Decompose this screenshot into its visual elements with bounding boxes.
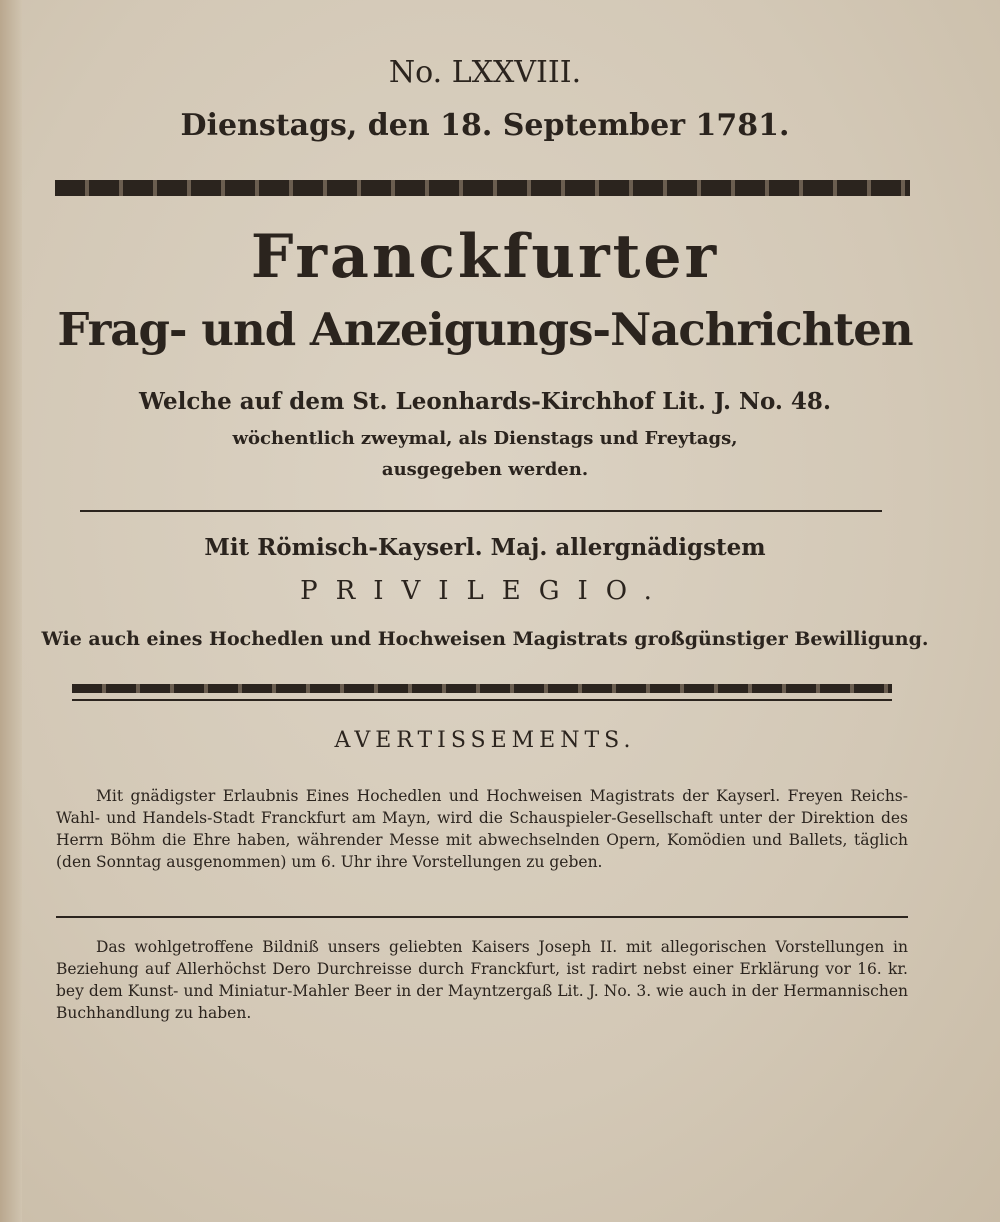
issue-number: No. LXXVIII. bbox=[388, 55, 582, 90]
masthead-frequency: wöchentlich zweymal, als Dienstags und Freytags, bbox=[232, 428, 738, 449]
double-rule bbox=[72, 684, 892, 693]
notice-text: Mit gnädigster Erlaubnis Eines Hochedlen und Hochweisen Magistrats der Kayserl. Freyen Reichs-Wahl- und Handels-Stadt Franckfurt am Mayn, wird die Schauspieler-Gesellschaft unter der Direktion des Herrn Böhm die Ehre haben, währender Messe mit abwechselnden Opern, Komödien und Ballets, täglich (den Sonntag ausgenommen) um 6. Uhr ihre Vorstellungen zu geben. bbox=[56, 787, 908, 871]
divider bbox=[56, 916, 908, 918]
privilegio: PRIVILEGIO. bbox=[300, 576, 670, 606]
ornamental-rule bbox=[55, 180, 910, 196]
notice-text: Das wohlgetroffene Bildniß unsers geliebten Kaisers Joseph II. mit allegorischen Vorstellungen in Beziehung auf Allerhöchst Dero Durchreisse durch Franckfurt, ist radirt nebst einer Erklärung vor 16. kr. bey dem Kunst- und Miniatur-Mahler Beer in der Mayntzergaß Lit. J. No. 3. wie auch in der Hermannischen Buchhandlung zu haben. bbox=[56, 938, 908, 1022]
notice-portrait bbox=[56, 936, 908, 1024]
masthead-address: Welche auf dem St. Leonhards-Kirchhof Lit. J. No. 48. bbox=[139, 388, 831, 415]
divider bbox=[72, 699, 892, 701]
masthead-issued: ausgegeben werden. bbox=[381, 459, 589, 480]
page-edge bbox=[0, 0, 22, 1222]
masthead-title: Franckfurter bbox=[250, 222, 720, 292]
privilege-approval: Wie auch eines Hochedlen und Hochweisen Magistrats großgünstiger Bewilligung. bbox=[41, 628, 929, 650]
issue-date: Dienstags, den 18. September 1781. bbox=[180, 108, 790, 143]
masthead-subtitle: Frag- und Anzeigungs-Nachrichten bbox=[57, 303, 913, 356]
section-heading: AVERTISSEMENTS. bbox=[334, 728, 636, 753]
privilege-line: Mit Römisch-Kayserl. Maj. allergnädigstem bbox=[204, 534, 766, 561]
divider bbox=[80, 510, 882, 512]
notice-theatre bbox=[56, 785, 908, 873]
